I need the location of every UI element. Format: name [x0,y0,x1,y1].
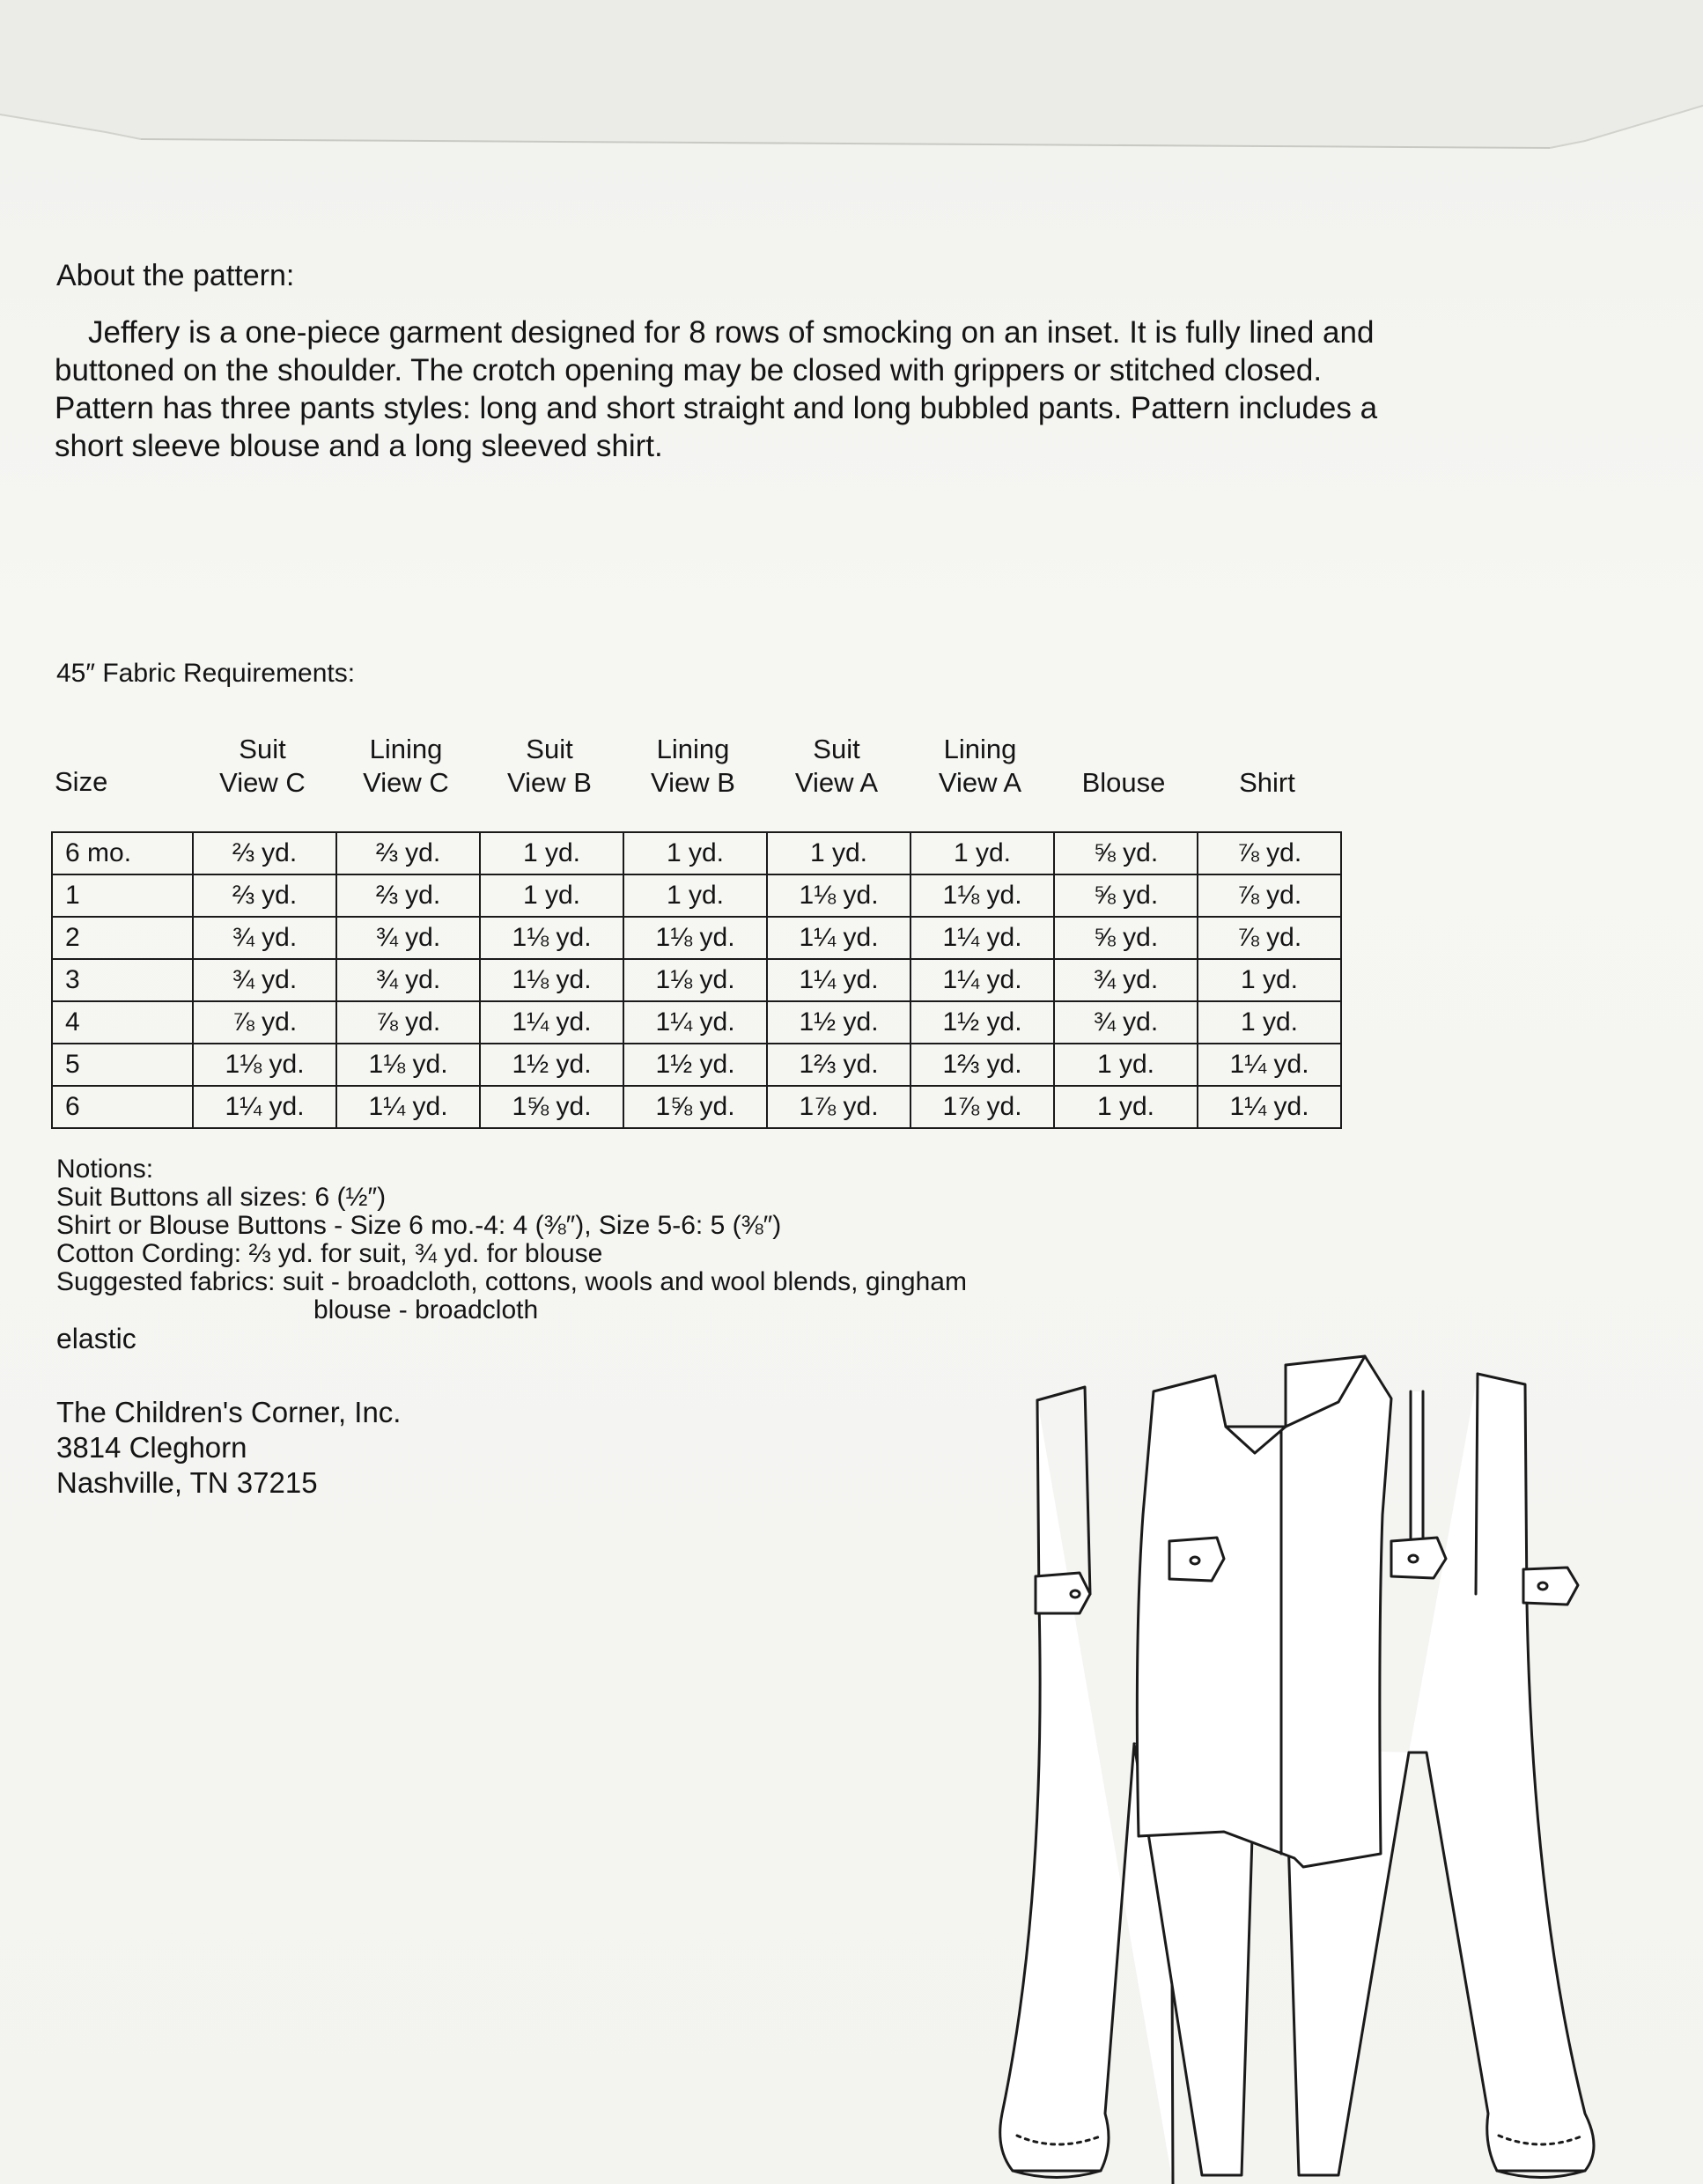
company-name: The Children's Corner, Inc. [56,1396,402,1428]
garment-line-drawing [951,1339,1703,2184]
yardage-cell: ¾ yd. [193,917,336,959]
yardage-cell: 1¼ yd. [193,1086,336,1128]
yardage-cell: ⅝ yd. [1054,874,1198,917]
yardage-cell: 1½ yd. [767,1001,910,1044]
yardage-cell: 1⅞ yd. [910,1086,1054,1128]
yardage-cell: 1 yd. [1054,1086,1198,1128]
size-cell: 5 [52,1044,193,1086]
fabric-requirements-table [51,831,1342,1129]
column-header-lining-view-c: Lining View C [363,734,449,798]
yardage-cell: ⅞ yd. [336,1001,480,1044]
yardage-cell: ¾ yd. [1054,959,1198,1001]
size-column-header: Size [55,766,108,797]
fabric-requirements-heading: 45″ Fabric Requirements: [56,659,356,688]
yardage-cell: 1 yd. [910,832,1054,874]
right-strap [1411,1391,1423,1541]
right-pant-leg [1409,1374,1594,2171]
yardage-cell: 1¼ yd. [623,1001,767,1044]
size-cell: 1 [52,874,193,917]
yardage-cell: ⅔ yd. [336,832,480,874]
yardage-cell: 1⅛ yd. [623,917,767,959]
yardage-cell: ¾ yd. [1054,1001,1198,1044]
column-header-shirt: Shirt [1239,767,1295,798]
yardage-cell: 1¼ yd. [1198,1044,1341,1086]
size-cell: 2 [52,917,193,959]
cording-note: Cotton Cording: ⅔ yd. for suit, ¾ yd. for blouse [56,1239,603,1268]
city-state-zip: Nashville, TN 37215 [56,1466,318,1499]
yardage-cell: ¾ yd. [336,959,480,1001]
yardage-cell: 1½ yd. [910,1001,1054,1044]
column-header-suit-view-b: Suit View B [507,734,592,798]
about-heading: About the pattern: [56,259,295,292]
size-cell: 6 [52,1086,193,1128]
yardage-cell: 1 yd. [623,832,767,874]
suggested-fabrics-suit: Suggested fabrics: suit - broadcloth, cottons, wools and wool blends, gingham [56,1267,967,1296]
yardage-cell: 1 yd. [1198,959,1341,1001]
yardage-cell: 1⅝ yd. [623,1086,767,1128]
yardage-cell: 1 yd. [767,832,910,874]
yardage-cell: 1 yd. [480,874,623,917]
table-row [52,959,1341,1001]
table-row [52,917,1341,959]
table-row [52,874,1341,917]
right-side-tab [1523,1568,1578,1605]
yardage-cell: 1¼ yd. [910,917,1054,959]
yardage-cell: 1¼ yd. [1198,1086,1341,1128]
yardage-cell: 1⅔ yd. [910,1044,1054,1086]
yardage-cell: ⅝ yd. [1054,832,1198,874]
yardage-cell: 1¼ yd. [767,959,910,1001]
column-header-blouse: Blouse [1081,767,1166,798]
yardage-cell: 1⅛ yd. [480,917,623,959]
yardage-cell: ⅞ yd. [1198,874,1341,917]
yardage-cell: 1¼ yd. [767,917,910,959]
yardage-cell: 1¼ yd. [336,1086,480,1128]
yardage-cell: 1⅛ yd. [480,959,623,1001]
street-address: 3814 Cleghorn [56,1431,247,1464]
suit-buttons-note: Suit Buttons all sizes: 6 (½″) [56,1183,387,1212]
yardage-cell: ⅞ yd. [1198,917,1341,959]
yardage-cell: 1½ yd. [480,1044,623,1086]
notions-heading: Notions: [56,1155,154,1184]
notions-section [56,1155,967,1353]
yardage-cell: 1 yd. [1054,1044,1198,1086]
yardage-cell: 1 yd. [480,832,623,874]
yardage-cell: 1⅞ yd. [767,1086,910,1128]
yardage-cell: 1⅛ yd. [910,874,1054,917]
publisher-address [56,1395,401,1501]
yardage-cell: ⅔ yd. [336,874,480,917]
column-header-suit-view-c: Suit View C [219,734,306,798]
table-row [52,832,1341,874]
yardage-cell: ⅞ yd. [193,1001,336,1044]
about-description: Jeffery is a one-piece garment designed for 8 rows of smocking on an inset. It is fully lined and buttoned on the shoulder. The crotch opening may be closed with grippers or stitched closed. Pattern has three pants styles: long and short straight and long bubbled pants. Pattern includes a short sleeve blouse and a long sleeved shirt. [55,315,1378,463]
yardage-cell: ⅔ yd. [193,832,336,874]
table-row [52,1001,1341,1044]
size-cell: 3 [52,959,193,1001]
suggested-fabrics-blouse: blouse - broadcloth [313,1295,539,1324]
table-row [52,1044,1341,1086]
yardage-cell: 1 yd. [1198,1001,1341,1044]
yardage-cell: ¾ yd. [193,959,336,1001]
yardage-cell: 1⅛ yd. [336,1044,480,1086]
column-header-suit-view-a: Suit View A [794,734,879,798]
yardage-cell: ⅔ yd. [193,874,336,917]
yardage-cell: 1⅛ yd. [767,874,910,917]
column-header-lining-view-b: Lining View B [651,734,735,798]
shirt-buttons-note: Shirt or Blouse Buttons - Size 6 mo.-4: 4 (⅜″), Size 5-6: 5 (⅜″) [56,1211,782,1240]
yardage-cell: 1⅔ yd. [767,1044,910,1086]
yardage-cell: 1⅝ yd. [480,1086,623,1128]
yardage-cell: ⅝ yd. [1054,917,1198,959]
yardage-cell: 1¼ yd. [910,959,1054,1001]
table-row [52,1086,1341,1128]
size-cell: 4 [52,1001,193,1044]
elastic-note: elastic [56,1323,136,1354]
yardage-cell: 1⅛ yd. [193,1044,336,1086]
column-header-lining-view-a: Lining View A [938,734,1022,798]
size-cell: 6 mo. [52,832,193,874]
yardage-cell: 1¼ yd. [480,1001,623,1044]
yardage-cell: ¾ yd. [336,917,480,959]
yardage-cell: 1 yd. [623,874,767,917]
yardage-cell: 1⅛ yd. [623,959,767,1001]
yardage-cell: ⅞ yd. [1198,832,1341,874]
yardage-cell: 1½ yd. [623,1044,767,1086]
left-side-tab [1036,1573,1090,1613]
